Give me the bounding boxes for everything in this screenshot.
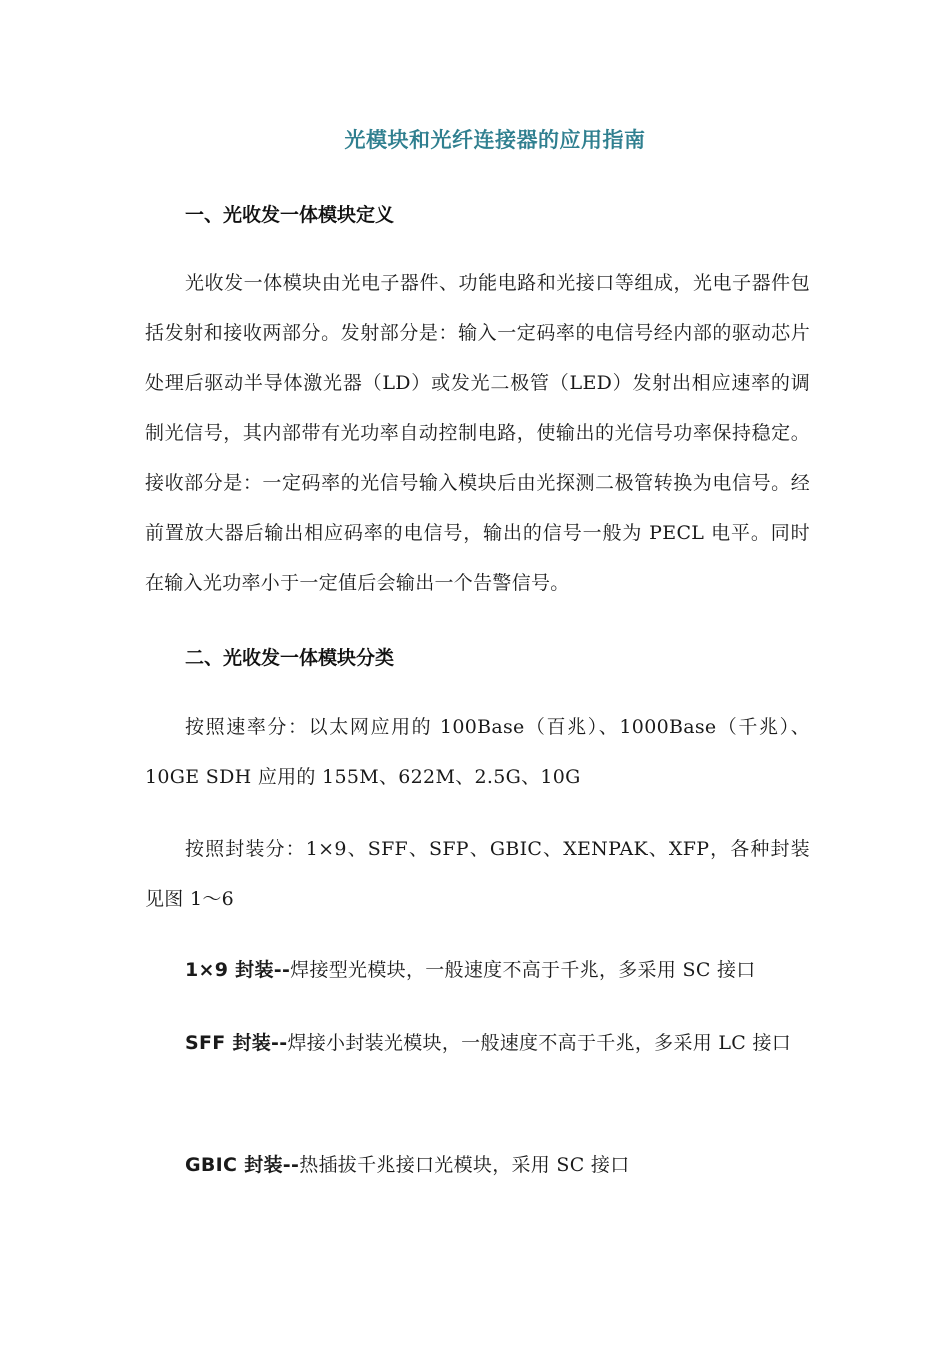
package-item bbox=[145, 1019, 810, 1067]
package-description: 焊接型光模块，一般速度不高于千兆，多采用 SC 接口 bbox=[290, 959, 756, 981]
document-title: 光模块和光纤连接器的应用指南 bbox=[344, 128, 646, 152]
package-name: 1×9 封装-- bbox=[185, 959, 291, 981]
package-description: 热插拔千兆接口光模块，采用 SC 接口 bbox=[299, 1154, 630, 1176]
section1-heading: 一、光收发一体模块定义 bbox=[185, 204, 395, 226]
package-item bbox=[145, 1141, 810, 1189]
section2-heading: 二、光收发一体模块分类 bbox=[185, 647, 395, 669]
package-description: 焊接小封装光模块，一般速度不高于千兆，多采用 LC 接口 bbox=[287, 1032, 792, 1054]
classification-by-package: 按照封装分：1×9、SFF、SFP、GBIC、XENPAK、XFP，各种封装见图 1～6 bbox=[145, 838, 810, 910]
section1-body: 光收发一体模块由光电子器件、功能电路和光接口等组成，光电子器件包括发射和接收两部分。发射部分是：输入一定码率的电信号经内部的驱动芯片处理后驱动半导体激光器（LD）或发光二极管（LED）发射出相应速率的调制光信号，其内部带有光功率自动控制电路，使输出的光信号功率保持稳定。接收部分是：一定码率的光信号输入模块后由光探测二极管转换为电信号。经前置放大器后输出相应码率的电信号，输出的信号一般为 PECL 电平。同时在输入光功率小于一定值后会输出一个告警信号。 bbox=[145, 272, 810, 594]
package-name: SFF 封装-- bbox=[185, 1032, 288, 1054]
package-item bbox=[145, 946, 810, 994]
package-name: GBIC 封装-- bbox=[185, 1154, 300, 1176]
classification-by-rate: 按照速率分：以太网应用的 100Base（百兆）、1000Base（千兆）、10GE SDH 应用的 155M、622M、2.5G、10G bbox=[145, 716, 810, 788]
